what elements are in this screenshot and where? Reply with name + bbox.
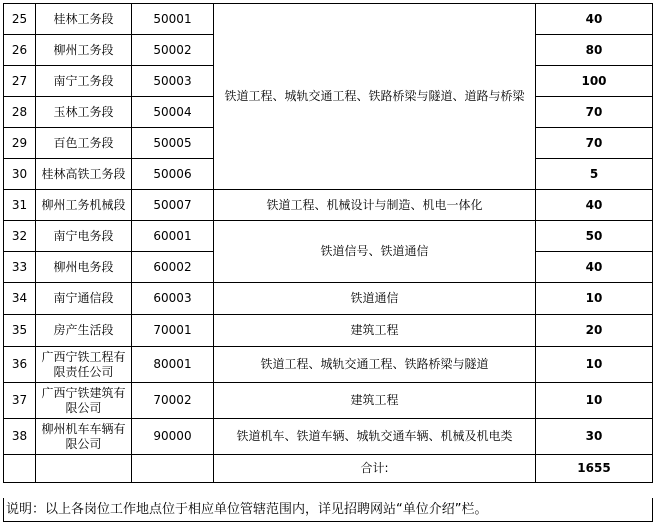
recruit-count: 100 — [536, 66, 653, 97]
unit-code: 60001 — [132, 221, 214, 252]
total-empty-cell — [4, 455, 36, 483]
unit-name: 广西宁铁建筑有限公司 — [36, 383, 132, 419]
row-number: 34 — [4, 283, 36, 315]
unit-name: 玉林工务段 — [36, 97, 132, 128]
table-row — [4, 190, 653, 221]
major-requirements: 建筑工程 — [214, 315, 536, 347]
row-number: 25 — [4, 4, 36, 35]
total-label: 合计: — [214, 455, 536, 483]
recruit-count: 70 — [536, 128, 653, 159]
unit-code: 90000 — [132, 419, 214, 455]
footnote: 说明：以上各岗位工作地点位于相应单位管辖范围内，详见招聘网站“单位介绍”栏。 — [3, 498, 653, 522]
total-empty-cell — [132, 455, 214, 483]
recruit-count: 70 — [536, 97, 653, 128]
row-number: 27 — [4, 66, 36, 97]
unit-code: 50002 — [132, 35, 214, 66]
row-number: 38 — [4, 419, 36, 455]
unit-code: 60002 — [132, 252, 214, 283]
recruit-count: 30 — [536, 419, 653, 455]
table-row — [4, 283, 653, 315]
unit-code: 50007 — [132, 190, 214, 221]
row-number: 30 — [4, 159, 36, 190]
major-requirements: 铁道工程、城轨交通工程、铁路桥梁与隧道 — [214, 347, 536, 383]
unit-code: 80001 — [132, 347, 214, 383]
unit-name: 南宁通信段 — [36, 283, 132, 315]
recruit-count: 10 — [536, 347, 653, 383]
row-number: 28 — [4, 97, 36, 128]
unit-name: 南宁工务段 — [36, 66, 132, 97]
row-number: 29 — [4, 128, 36, 159]
recruitment-table — [3, 3, 653, 483]
row-number: 37 — [4, 383, 36, 419]
table-row — [4, 315, 653, 347]
unit-code: 70002 — [132, 383, 214, 419]
table-row — [4, 4, 653, 35]
recruit-count: 40 — [536, 252, 653, 283]
unit-code: 50006 — [132, 159, 214, 190]
recruit-count: 10 — [536, 283, 653, 315]
recruit-count: 20 — [536, 315, 653, 347]
major-requirements: 建筑工程 — [214, 383, 536, 419]
unit-name: 桂林高铁工务段 — [36, 159, 132, 190]
recruit-count: 80 — [536, 35, 653, 66]
row-number: 32 — [4, 221, 36, 252]
major-requirements: 铁道机车、铁道车辆、城轨交通车辆、机械及机电类 — [214, 419, 536, 455]
unit-code: 60003 — [132, 283, 214, 315]
table-row — [4, 419, 653, 455]
unit-name: 柳州工务段 — [36, 35, 132, 66]
major-requirements: 铁道通信 — [214, 283, 536, 315]
unit-code: 70001 — [132, 315, 214, 347]
row-number: 26 — [4, 35, 36, 66]
major-requirements: 铁道工程、城轨交通工程、铁路桥梁与隧道、道路与桥梁 — [214, 4, 536, 190]
recruit-count: 40 — [536, 4, 653, 35]
row-number: 31 — [4, 190, 36, 221]
major-requirements: 铁道工程、机械设计与制造、机电一体化 — [214, 190, 536, 221]
table-row — [4, 221, 653, 252]
unit-code: 50004 — [132, 97, 214, 128]
total-empty-cell — [36, 455, 132, 483]
unit-name: 桂林工务段 — [36, 4, 132, 35]
total-value: 1655 — [536, 455, 653, 483]
unit-name: 柳州机车车辆有限公司 — [36, 419, 132, 455]
unit-name: 柳州工务机械段 — [36, 190, 132, 221]
unit-name: 房产生活段 — [36, 315, 132, 347]
table-row — [4, 347, 653, 383]
unit-name: 南宁电务段 — [36, 221, 132, 252]
unit-code: 50005 — [132, 128, 214, 159]
major-requirements: 铁道信号、铁道通信 — [214, 221, 536, 283]
unit-name: 百色工务段 — [36, 128, 132, 159]
unit-name: 广西宁铁工程有限责任公司 — [36, 347, 132, 383]
recruit-count: 10 — [536, 383, 653, 419]
table-row — [4, 383, 653, 419]
row-number: 35 — [4, 315, 36, 347]
recruit-count: 50 — [536, 221, 653, 252]
unit-code: 50003 — [132, 66, 214, 97]
recruit-count: 40 — [536, 190, 653, 221]
row-number: 36 — [4, 347, 36, 383]
recruit-count: 5 — [536, 159, 653, 190]
unit-code: 50001 — [132, 4, 214, 35]
unit-name: 柳州电务段 — [36, 252, 132, 283]
row-number: 33 — [4, 252, 36, 283]
total-row — [4, 455, 653, 483]
